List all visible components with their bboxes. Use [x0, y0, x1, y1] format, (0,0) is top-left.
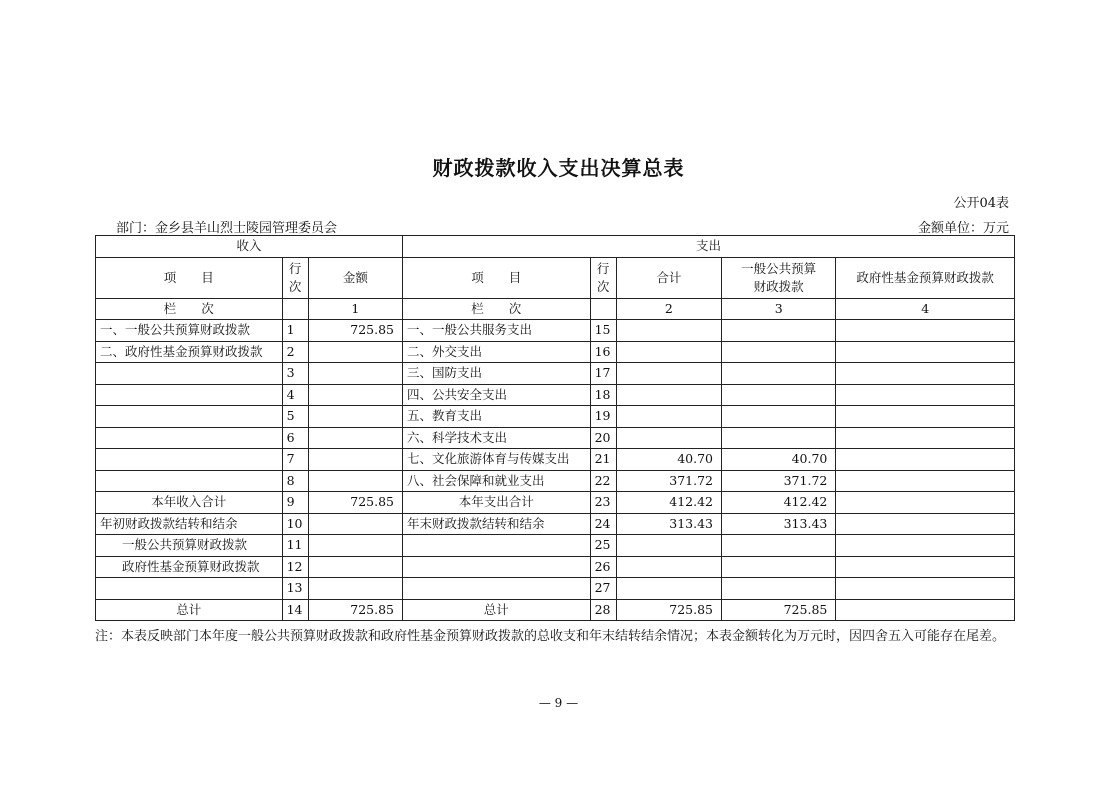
general-budget-cell: 725.85 — [722, 599, 836, 621]
general-budget-cell — [722, 535, 836, 557]
table-row — [96, 492, 1015, 514]
expense-item-cell: 总计 — [403, 599, 591, 621]
income-amount-header: 金额 — [308, 257, 402, 298]
expense-total-cell — [616, 556, 721, 578]
gov-fund-cell — [836, 363, 1015, 385]
income-line-cell: 9 — [282, 492, 308, 514]
general-budget-cell — [722, 406, 836, 428]
expense-line-cell: 20 — [590, 427, 616, 449]
table-row — [96, 513, 1015, 535]
expense-item-cell: 八、社会保障和就业支出 — [403, 470, 591, 492]
general-budget-cell — [722, 556, 836, 578]
income-item-cell: 年初财政拨款结转和结余 — [96, 513, 283, 535]
gov-fund-cell — [836, 384, 1015, 406]
unit-label: 金额单位：万元 — [917, 221, 1009, 236]
expense-line-cell: 16 — [590, 341, 616, 363]
income-amount-cell — [308, 513, 402, 535]
general-budget-cell: 40.70 — [722, 449, 836, 471]
empty-cell — [282, 298, 308, 320]
income-amount-cell — [308, 341, 402, 363]
table-row — [96, 341, 1015, 363]
income-item-cell — [96, 406, 283, 428]
income-header: 收入 — [96, 236, 403, 258]
expense-total-cell — [616, 384, 721, 406]
expense-total-cell — [616, 406, 721, 428]
expense-total-cell — [616, 363, 721, 385]
expense-total-cell — [616, 341, 721, 363]
table-row — [96, 449, 1015, 471]
expense-line-cell: 19 — [590, 406, 616, 428]
expense-line-cell: 15 — [590, 320, 616, 342]
expense-item-cell: 四、公共安全支出 — [403, 384, 591, 406]
general-budget-cell: 313.43 — [722, 513, 836, 535]
header-row-columns — [96, 257, 1015, 298]
general-budget-cell: 412.42 — [722, 492, 836, 514]
department-label: 部门：金乡县羊山烈士陵园管理委员会 — [116, 221, 338, 236]
table-row — [96, 384, 1015, 406]
income-line-cell: 7 — [282, 449, 308, 471]
income-amount-cell — [308, 578, 402, 600]
income-amount-cell — [308, 406, 402, 428]
table-row — [96, 320, 1015, 342]
income-amount-cell — [308, 449, 402, 471]
income-item-cell — [96, 427, 283, 449]
expense-line-cell: 25 — [590, 535, 616, 557]
general-budget-cell — [722, 363, 836, 385]
gov-fund-cell — [836, 492, 1015, 514]
expense-item-cell: 五、教育支出 — [403, 406, 591, 428]
table-row — [96, 470, 1015, 492]
gov-fund-header: 政府性基金预算财政拨款 — [836, 257, 1015, 298]
col-index-1: 1 — [308, 298, 402, 320]
income-amount-cell: 725.85 — [308, 599, 402, 621]
income-line-cell: 11 — [282, 535, 308, 557]
general-budget-cell — [722, 320, 836, 342]
general-budget-header: 一般公共预算财政拨款 — [722, 257, 836, 298]
expense-total-cell: 725.85 — [616, 599, 721, 621]
table-row — [96, 556, 1015, 578]
income-line-cell: 12 — [282, 556, 308, 578]
income-amount-cell — [308, 535, 402, 557]
expense-line-cell: 18 — [590, 384, 616, 406]
expense-total-cell: 412.42 — [616, 492, 721, 514]
expense-line-cell: 28 — [590, 599, 616, 621]
expense-total-cell: 313.43 — [616, 513, 721, 535]
gov-fund-cell — [836, 449, 1015, 471]
expense-total-cell — [616, 427, 721, 449]
expense-line-cell: 17 — [590, 363, 616, 385]
expense-total-cell — [616, 535, 721, 557]
income-amount-cell: 725.85 — [308, 320, 402, 342]
income-line-cell: 13 — [282, 578, 308, 600]
income-item-header: 项 目 — [96, 257, 283, 298]
gov-fund-cell — [836, 406, 1015, 428]
page-title: 财政拨款收入支出决算总表 — [432, 156, 685, 180]
expense-line-cell: 27 — [590, 578, 616, 600]
col-index-3: 3 — [722, 298, 836, 320]
col-index-4: 4 — [836, 298, 1015, 320]
gov-fund-cell — [836, 427, 1015, 449]
income-item-cell — [96, 384, 283, 406]
table-row — [96, 599, 1015, 621]
income-amount-cell — [308, 427, 402, 449]
income-item-cell — [96, 470, 283, 492]
income-line-cell: 5 — [282, 406, 308, 428]
income-item-cell — [96, 578, 283, 600]
general-budget-cell — [722, 427, 836, 449]
expense-item-cell: 一、一般公共服务支出 — [403, 320, 591, 342]
table-row — [96, 427, 1015, 449]
expense-line-cell: 24 — [590, 513, 616, 535]
income-line-header: 行次 — [282, 257, 308, 298]
income-item-cell — [96, 449, 283, 471]
income-item-cell: 政府性基金预算财政拨款 — [96, 556, 283, 578]
expense-line-cell: 23 — [590, 492, 616, 514]
income-line-cell: 4 — [282, 384, 308, 406]
gov-fund-cell — [836, 535, 1015, 557]
gov-fund-cell — [836, 556, 1015, 578]
gov-fund-cell — [836, 320, 1015, 342]
expense-item-cell — [403, 535, 591, 557]
income-line-cell: 3 — [282, 363, 308, 385]
income-item-cell: 二、政府性基金预算财政拨款 — [96, 341, 283, 363]
expense-total-header: 合计 — [616, 257, 721, 298]
expense-total-cell — [616, 320, 721, 342]
gov-fund-cell — [836, 599, 1015, 621]
income-amount-cell — [308, 384, 402, 406]
expense-item-cell — [403, 578, 591, 600]
empty-cell — [590, 298, 616, 320]
income-line-cell: 10 — [282, 513, 308, 535]
expense-line-cell: 26 — [590, 556, 616, 578]
income-line-cell: 8 — [282, 470, 308, 492]
income-col-label: 栏 次 — [96, 298, 283, 320]
income-item-cell: 一、一般公共预算财政拨款 — [96, 320, 283, 342]
general-budget-cell — [722, 578, 836, 600]
header-row-section — [96, 236, 1015, 258]
general-budget-cell: 371.72 — [722, 470, 836, 492]
gov-fund-cell — [836, 470, 1015, 492]
income-amount-cell — [308, 470, 402, 492]
income-amount-cell: 725.85 — [308, 492, 402, 514]
income-line-cell: 2 — [282, 341, 308, 363]
general-budget-cell — [722, 384, 836, 406]
income-amount-cell — [308, 556, 402, 578]
income-line-cell: 14 — [282, 599, 308, 621]
income-item-cell — [96, 363, 283, 385]
expense-item-header: 项 目 — [403, 257, 591, 298]
column-index-row — [96, 298, 1015, 320]
income-line-cell: 6 — [282, 427, 308, 449]
table-row — [96, 535, 1015, 557]
income-amount-cell — [308, 363, 402, 385]
expense-total-cell: 371.72 — [616, 470, 721, 492]
income-line-cell: 1 — [282, 320, 308, 342]
expense-item-cell: 七、文化旅游体育与传媒支出 — [403, 449, 591, 471]
gov-fund-cell — [836, 341, 1015, 363]
table-row — [96, 406, 1015, 428]
general-budget-cell — [722, 341, 836, 363]
budget-table — [95, 235, 1015, 621]
gov-fund-cell — [836, 578, 1015, 600]
col-index-2: 2 — [616, 298, 721, 320]
expense-line-cell: 22 — [590, 470, 616, 492]
expense-item-cell: 本年支出合计 — [403, 492, 591, 514]
table-row — [96, 363, 1015, 385]
gov-fund-cell — [836, 513, 1015, 535]
expense-header: 支出 — [403, 236, 1015, 258]
footnote: 注：本表反映部门本年度一般公共预算财政拨款和政府性基金预算财政拨款的总收支和年末结转结余情况；本表金额转化为万元时，因四舍五入可能存在尾差。 — [95, 629, 1006, 644]
expense-line-cell: 21 — [590, 449, 616, 471]
expense-item-cell: 年末财政拨款结转和结余 — [403, 513, 591, 535]
income-item-cell: 本年收入合计 — [96, 492, 283, 514]
expense-line-header: 行次 — [590, 257, 616, 298]
expense-col-label: 栏 次 — [403, 298, 591, 320]
form-number: 公开04表 — [953, 196, 1009, 211]
page-number: — 9 — — [538, 696, 579, 710]
expense-total-cell — [616, 578, 721, 600]
expense-item-cell: 六、科学技术支出 — [403, 427, 591, 449]
income-item-cell: 一般公共预算财政拨款 — [96, 535, 283, 557]
expense-item-cell — [403, 556, 591, 578]
expense-item-cell: 三、国防支出 — [403, 363, 591, 385]
expense-item-cell: 二、外交支出 — [403, 341, 591, 363]
expense-total-cell: 40.70 — [616, 449, 721, 471]
table-row — [96, 578, 1015, 600]
income-item-cell: 总计 — [96, 599, 283, 621]
